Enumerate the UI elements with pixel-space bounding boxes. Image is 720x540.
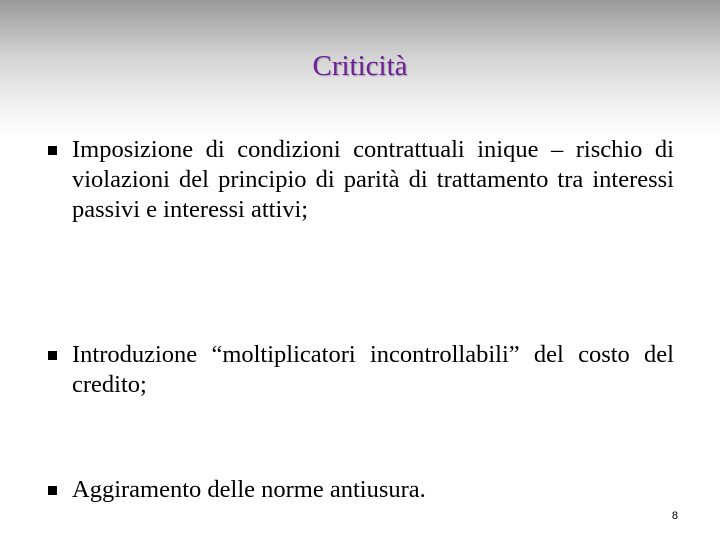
slide-title: Criticità <box>312 50 408 82</box>
page-number: 8 <box>671 510 678 522</box>
square-bullet-icon <box>48 146 57 155</box>
bullet-list <box>44 135 674 503</box>
square-bullet-icon <box>48 351 57 360</box>
square-bullet-icon <box>48 486 57 495</box>
bullet-item <box>44 135 674 225</box>
bullet-text: Imposizione di condizioni contrattuali inique – rischio di violazioni del principio di parità di trattamento tra interessi passivi e interessi attivi; <box>72 136 674 223</box>
bullet-text: Introduzione “moltiplicatori incontrollabili” del costo del credito; <box>72 341 674 398</box>
bullet-item <box>44 475 674 505</box>
bullet-item <box>44 340 674 400</box>
bullet-text: Aggiramento delle norme antiusura. <box>72 476 426 503</box>
